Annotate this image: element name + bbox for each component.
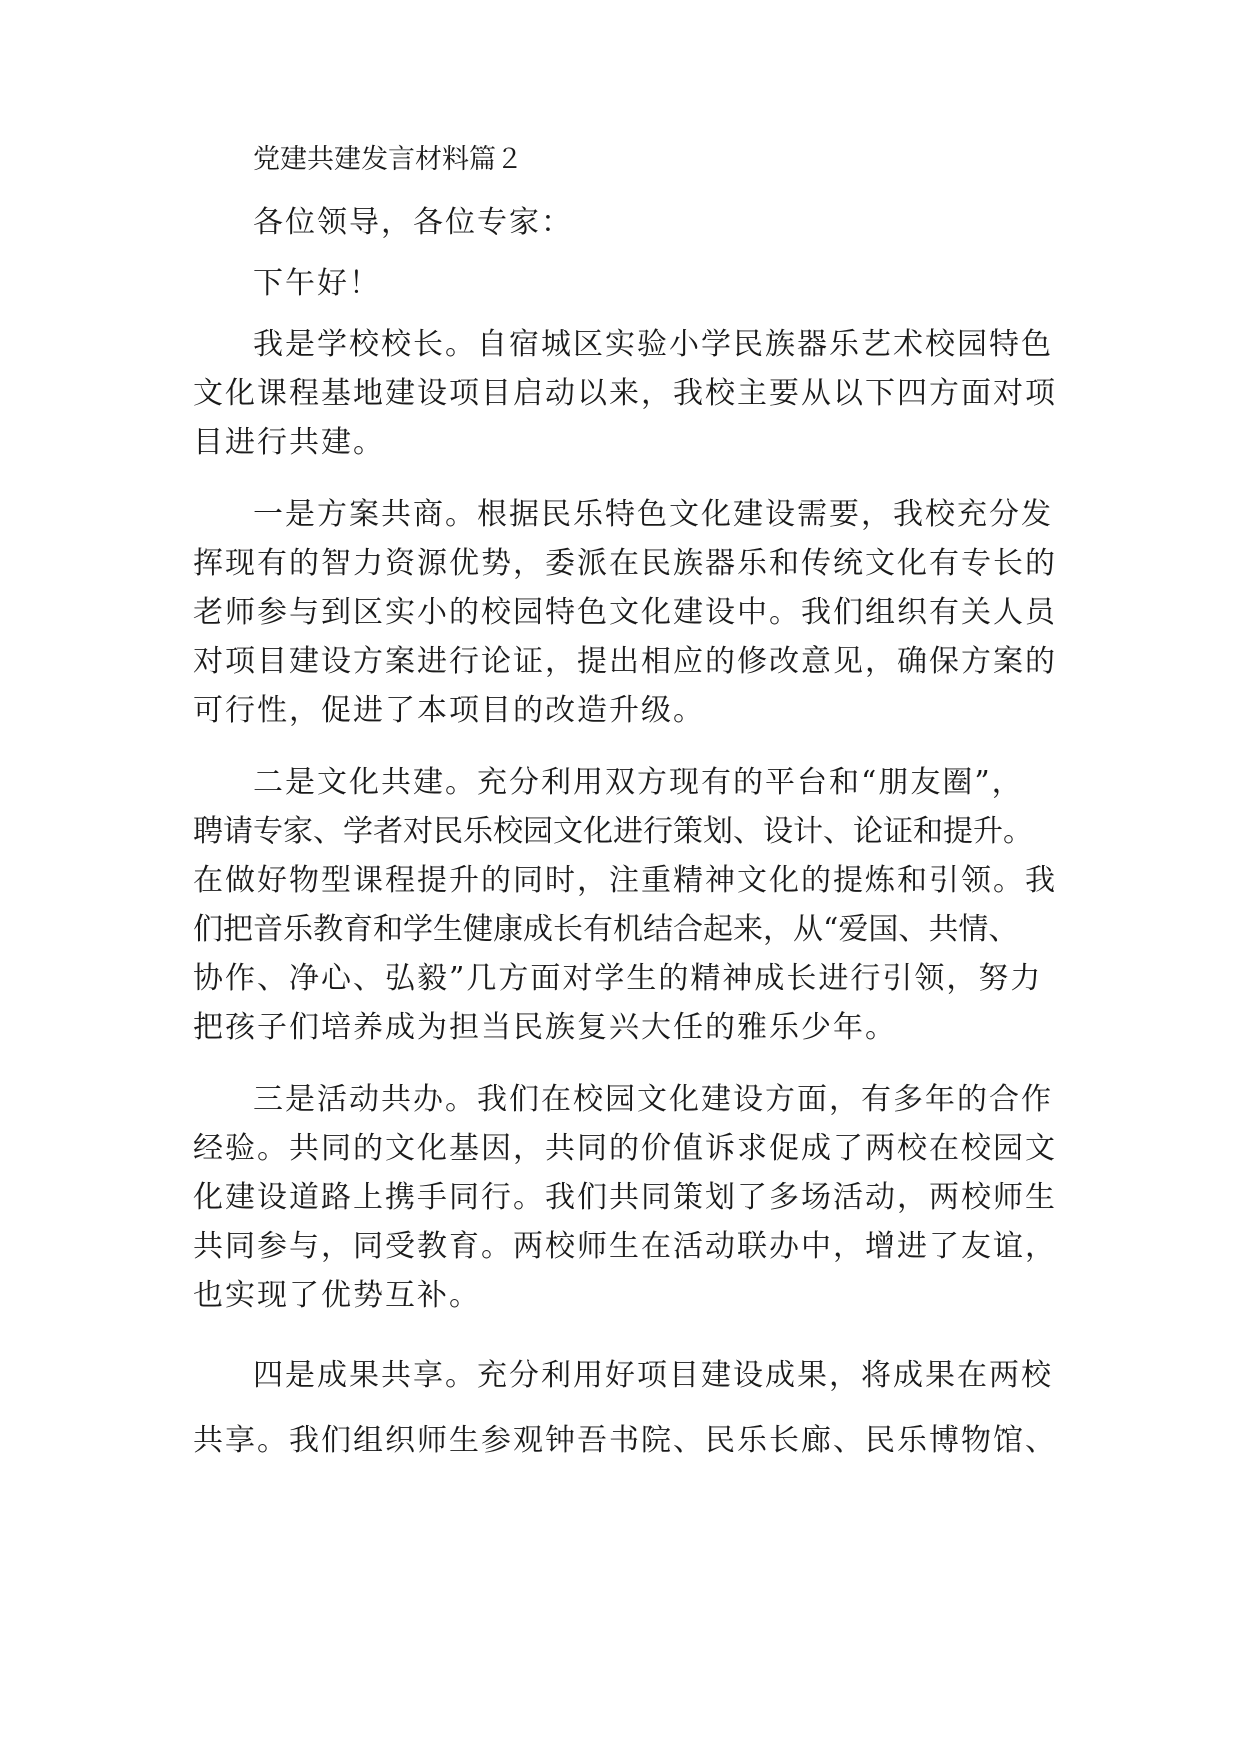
salutation: 各位领导，各位专家： [253, 205, 573, 240]
paragraph-line: 目进行共建。 [193, 425, 385, 460]
paragraph-line: 一是方案共商。根据民乐特色文化建设需要，我校充分发 [253, 497, 1053, 532]
paragraph-line: 在做好物型课程提升的同时，注重精神文化的提炼和引领。我 [193, 863, 1057, 898]
paragraph-line: 经验。共同的文化基因，共同的价值诉求促成了两校在校园文 [193, 1131, 1057, 1166]
paragraph-line: 可行性，促进了本项目的改造升级。 [193, 693, 705, 728]
paragraph-line: 我是学校校长。自宿城区实验小学民族器乐艺术校园特色 [253, 327, 1053, 362]
paragraph-shared-results [193, 1343, 1068, 1473]
paragraph-line: 文化课程基地建设项目启动以来，我校主要从以下四方面对项 [193, 376, 1057, 411]
paragraph-line: 老师参与到区实小的校园特色文化建设中。我们组织有关人员 [193, 595, 1057, 630]
paragraph-line: 也实现了优势互补。 [193, 1278, 481, 1313]
greeting: 下午好！ [253, 266, 381, 301]
paragraph-plan-consultation [193, 490, 1068, 735]
paragraph-line: 化建设道路上携手同行。我们共同策划了多场活动，两校师生 [193, 1180, 1057, 1215]
paragraph-joint-activities [193, 1075, 1068, 1320]
paragraph-intro [193, 320, 1068, 467]
document-body [193, 140, 1068, 1473]
paragraph-line: 共享。我们组织师生参观钟吾书院、民乐长廊、民乐博物馆、 [193, 1423, 1057, 1458]
paragraph-line: 聘请专家、学者对民乐校园文化进行策划、设计、论证和提升。 [193, 814, 1033, 849]
document-title: 党建共建发言材料篇２ [253, 144, 523, 175]
paragraph-line: 对项目建设方案进行论证，提出相应的修改意见，确保方案的 [193, 644, 1057, 679]
paragraph-line: 三是活动共办。我们在校园文化建设方面，有多年的合作 [253, 1082, 1053, 1117]
paragraph-line: 协作、净心、弘毅”几方面对学生的精神成长进行引领，努力 [193, 961, 1043, 996]
paragraph-line: 挥现有的智力资源优势，委派在民族器乐和传统文化有专长的 [193, 546, 1057, 581]
paragraph-culture-building [193, 758, 1068, 1052]
paragraph-line: 共同参与，同受教育。两校师生在活动联办中，增进了友谊， [193, 1229, 1057, 1264]
paragraph-line: 把孩子们培养成为担当民族复兴大任的雅乐少年。 [193, 1010, 897, 1045]
paragraph-line: 们把音乐教育和学生健康成长有机结合起来，从“爱国、共情、 [193, 912, 1019, 947]
paragraph-line: 四是成果共享。充分利用好项目建设成果，将成果在两校 [253, 1358, 1053, 1393]
paragraph-line: 二是文化共建。充分利用双方现有的平台和“朋友圈”， [253, 765, 1024, 800]
